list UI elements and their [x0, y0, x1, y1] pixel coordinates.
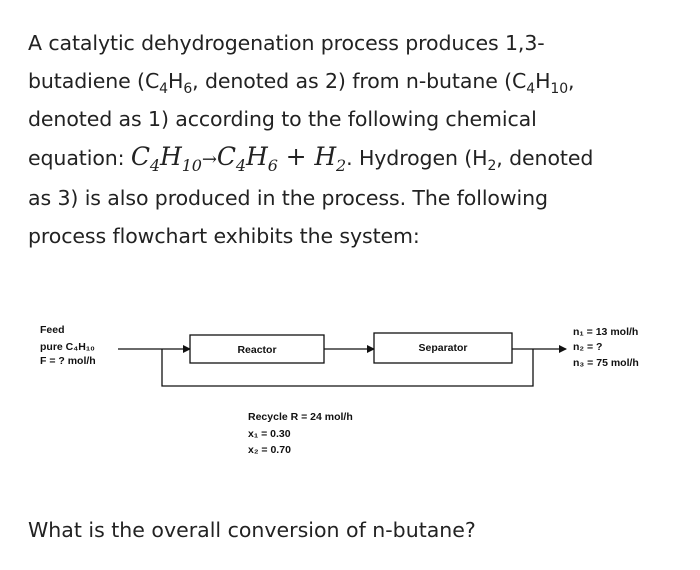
reactor-label: Reactor: [237, 344, 277, 356]
feed-flow: F = ? mol/h: [40, 355, 96, 367]
statement-line-4: equation: $C_4H_{10}\to C_4H_6 + H_2$. Hydrogen ($H_2$, denoted: [28, 142, 594, 175]
statement-line-3: denoted as 1) according to the following chemical: [28, 107, 537, 131]
product-n2: n₂ = ?: [573, 341, 603, 353]
recycle-flow: Recycle R = 24 mol/h: [248, 411, 353, 423]
statement-line-6: process flowchart exhibits the system:: [28, 224, 420, 248]
product-n3: n₃ = 75 mol/h: [573, 357, 639, 369]
feed-label: Feed: [40, 324, 65, 336]
reaction-arrow-icon: →: [201, 149, 217, 170]
recycle-x1: x₁ = 0.30: [248, 428, 291, 440]
question-prompt: What is the overall conversion of n-butane?: [28, 518, 476, 542]
statement-line-1: A catalytic dehydrogenation process produces 1,3-: [28, 31, 545, 55]
problem-statement: [28, 24, 678, 255]
recycle-x2: x₂ = 0.70: [248, 444, 291, 456]
chemical-equation: $C_4H_{10}\to C_4H_6 + H_2$: [130, 142, 347, 175]
product-n1: n₁ = 13 mol/h: [573, 326, 639, 338]
feed-composition: pure C₄H₁₀: [40, 341, 95, 353]
statement-line-5: as 3) is also produced in the process. The following: [28, 186, 548, 210]
separator-label: Separator: [418, 342, 468, 354]
statement-line-2: butadiene ($C_4H_6$, denoted as 2) from n-butane ($C_4H_{10}$,: [28, 69, 575, 98]
process-flowchart: [0, 300, 700, 470]
